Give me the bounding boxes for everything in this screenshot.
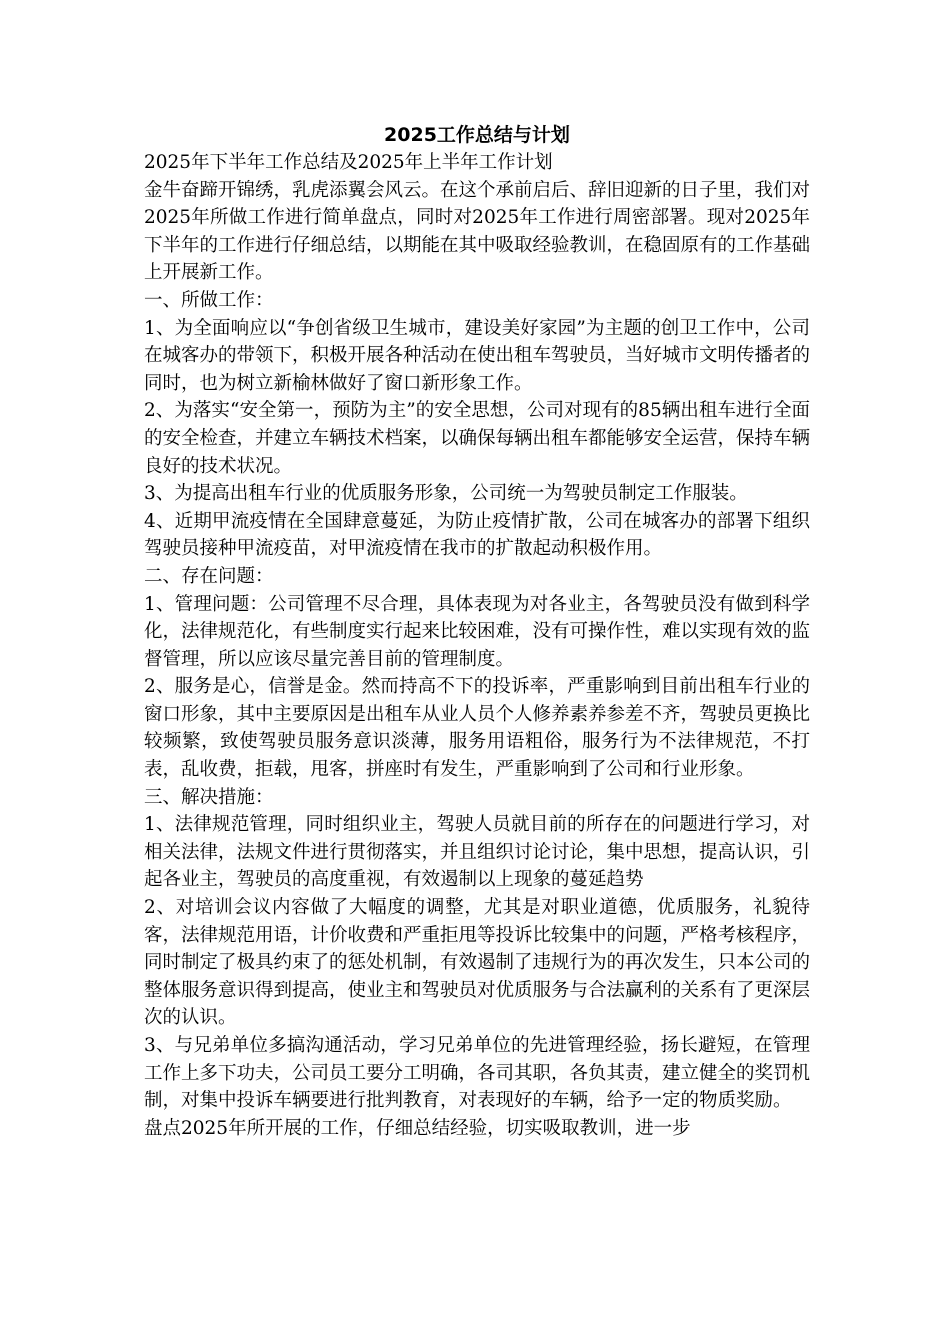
solution-item-3: 3、与兄弟单位多搞沟通活动，学习兄弟单位的先进管理经验，扬长避短，在管理工作上多下功夫，公司员工要分工明确，各司其职，各负其责，建立健全的奖罚机制，对集中投诉车辆要进行批判教育，对表现好的车辆，给予一定的物质奖励。 [144, 1035, 811, 1112]
problem-item-2: 2、服务是心，信誉是金。然而持高不下的投诉率，严重影响到目前出租车行业的窗口形象，其中主要原因是出租车从业人员个人修养素养参差不齐，驾驶员更换比较频繁，致使驾驶员服务意识淡薄，服务用语粗俗，服务行为不法律规范，不打表，乱收费，拒载，甩客，拼座时有发生，严重影响到了公司和行业形象。 [144, 676, 811, 781]
work-item-1: 1、为全面响应以“争创省级卫生城市，建设美好家园”为主题的创卫工作中，公司在城客办的带领下，积极开展各种活动在使出租车驾驶员，当好城市文明传播者的同时，也为树立新榆林做好了窗口新形象工作。 [144, 317, 811, 394]
section-heading-problems: 二、存在问题： [144, 565, 274, 587]
work-item-2: 2、为落实“安全第一，预防为主”的安全思想，公司对现有的85辆出租车进行全面的安全检查，并建立车辆技术档案，以确保每辆出租车都能够安全运营，保持车辆良好的技术状况。 [144, 400, 811, 477]
work-item-4: 4、近期甲流疫情在全国肆意蔓延，为防止疫情扩散，公司在城客办的部署下组织驾驶员接种甲流疫苗，对甲流疫情在我市的扩散起动积极作用。 [144, 510, 810, 560]
intro-paragraph: 金牛奋蹄开锦绣，乳虎添翼会风云。在这个承前启后、辞旧迎新的日子里，我们对2025年所做工作进行简单盘点，同时对2025年工作进行周密部署。现对2025年下半年的工作进行仔细总结，以期能在其中吸取经验教训，在稳固原有的工作基础上开展新工作。 [144, 179, 811, 284]
closing-paragraph: 盘点2025年所开展的工作，仔细总结经验，切实吸取教训，进一步 [144, 1117, 691, 1139]
section-heading-work-done: 一、所做工作： [144, 289, 274, 311]
solution-item-1: 1、法律规范管理，同时组织业主，驾驶人员就目前的所存在的问题进行学习，对相关法律，法规文件进行贯彻落实，并且组织讨论讨论，集中思想，提高认识，引起各业主，驾驶员的高度重视，有效遏制以上现象的蔓延趋势 [144, 814, 811, 891]
document-title: 2025工作总结与计划 [384, 124, 570, 146]
work-item-3: 3、为提高出租车行业的优质服务形象，公司统一为驾驶员制定工作服装。 [144, 483, 748, 505]
problem-item-1: 1、管理问题：公司管理不尽合理，具体表现为对各业主，各驾驶员没有做到科学化，法律规范化，有些制度实行起来比较困难，没有可操作性，难以实现有效的监督管理，所以应该尽量完善目前的管理制度。 [144, 593, 811, 670]
section-heading-solutions: 三、解决措施： [144, 786, 274, 808]
solution-item-2: 2、对培训会议内容做了大幅度的调整，尤其是对职业道德，优质服务，礼貌待客，法律规范用语，计价收费和严重拒甩等投诉比较集中的问题，严格考核程序，同时制定了极具约束了的惩处机制，有效遏制了违规行为的再次发生，只本公司的整体服务意识得到提高，使业主和驾驶员对优质服务与合法赢利的关系有了更深层次的认识。 [144, 897, 811, 1029]
subtitle-paragraph: 2025年下半年工作总结及2025年上半年工作计划 [144, 152, 553, 173]
